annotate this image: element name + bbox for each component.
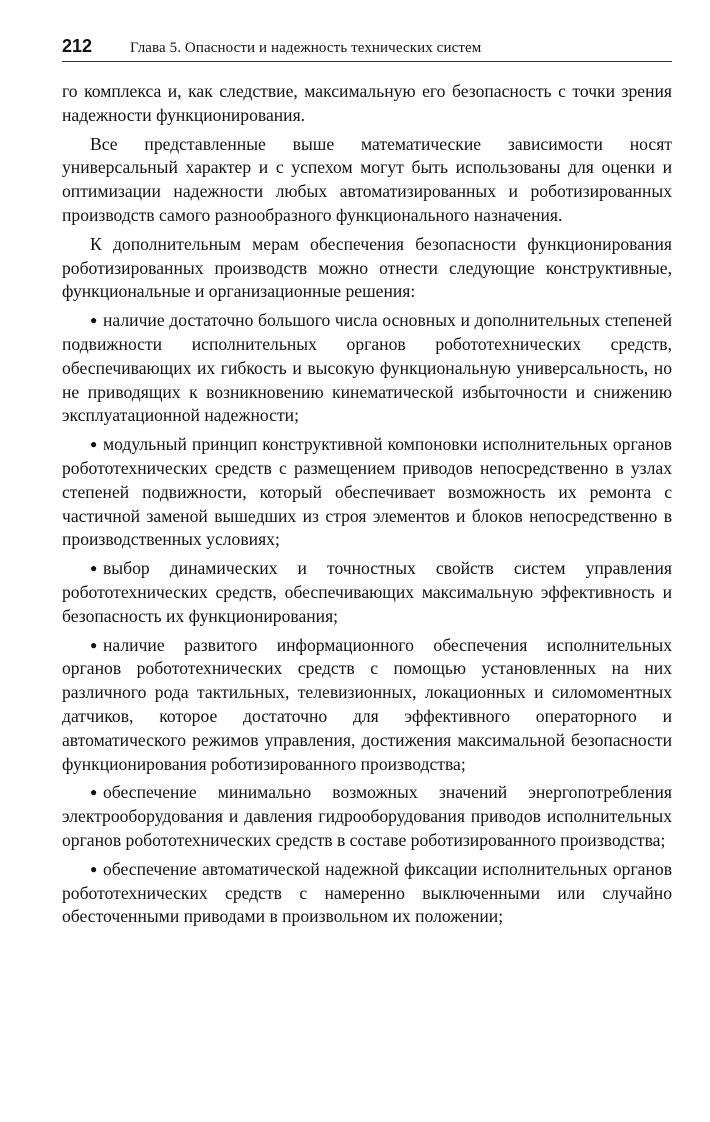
paragraph-continuation: го комплекса и, как следствие, максимальную его безопасность с точки зрения надежности функционирования. [62, 81, 672, 125]
list-item-text: модульный принцип конструктивной компоновки исполнительных органов робототехнических средств с размещением приводов непосредственно в узлах степеней подвижности, который обеспечивает возможность их ремонта с частичной заменой вышедших из строя элементов и блоков непосредственно в производственных условиях; [62, 434, 672, 550]
list-item-text: обеспечение минимально возможных значений энергопотребления электрооборудования и давления гидрооборудования приводов исполнительных органов робототехнических средств в составе роботизированного производства; [62, 782, 672, 850]
list-item-text: обеспечение автоматической надежной фиксации исполнительных органов робототехнических средств с намеренно выключенными или случайно обесточенными приводами в произвольном их положении; [62, 858, 672, 927]
paragraph-math-dependencies: Все представленные выше математические зависимости носят универсальный характер и с успехом могут быть использованы для оценки и оптимизации надежности любых автоматизированных и роботизированных производств самого разнообразного функционального назначения. [62, 133, 672, 225]
bullet-icon: ● [90, 561, 98, 576]
bullet-icon: ● [90, 637, 98, 652]
list-item-text: наличие достаточно большого числа основных и дополнительных степеней подвижности исполнительных органов робототехнических средств, обеспечивающих их гибкость и высокую функциональную универсальность, но не приводящих к возникновению кинематической избыточности и снижению эксплуатационной надежности; [62, 310, 672, 426]
list-item [62, 433, 672, 552]
bullet-icon: ● [90, 313, 98, 328]
bullet-icon: ● [90, 861, 98, 876]
list-item [62, 309, 672, 428]
running-head: Глава 5. Опасности и надежность технических систем [130, 40, 482, 56]
list-item [62, 557, 672, 628]
bullet-icon: ● [90, 785, 98, 800]
list-item [62, 634, 672, 777]
book-page [62, 36, 672, 934]
page-header [62, 36, 672, 62]
body-text [62, 80, 672, 929]
list-item-text: наличие развитого информационного обеспечения исполнительных органов робототехнических средств с помощью установленных на них различного рода тактильных, телевизионных, локационных и силомоментных датчиков, которое достаточно для эффективного операторного и автоматического режимов управления, достижения максимальной безопасности функционирования роботизированного производства; [62, 634, 672, 774]
list-item-text: выбор динамических и точностных свойств систем управления робототехнических средств, обеспечивающих максимальную эффективность и безопасность их функционирования; [62, 558, 672, 626]
bullet-icon: ● [90, 437, 98, 452]
page-number: 212 [62, 36, 93, 56]
list-item [62, 858, 672, 929]
measures-list [62, 309, 672, 929]
list-item [62, 781, 672, 852]
paragraph-additional-measures: К дополнительным мерам обеспечения безопасности функционирования роботизированных производств можно отнести следующие конструктивные, функциональные и организационные решения: [62, 233, 672, 302]
